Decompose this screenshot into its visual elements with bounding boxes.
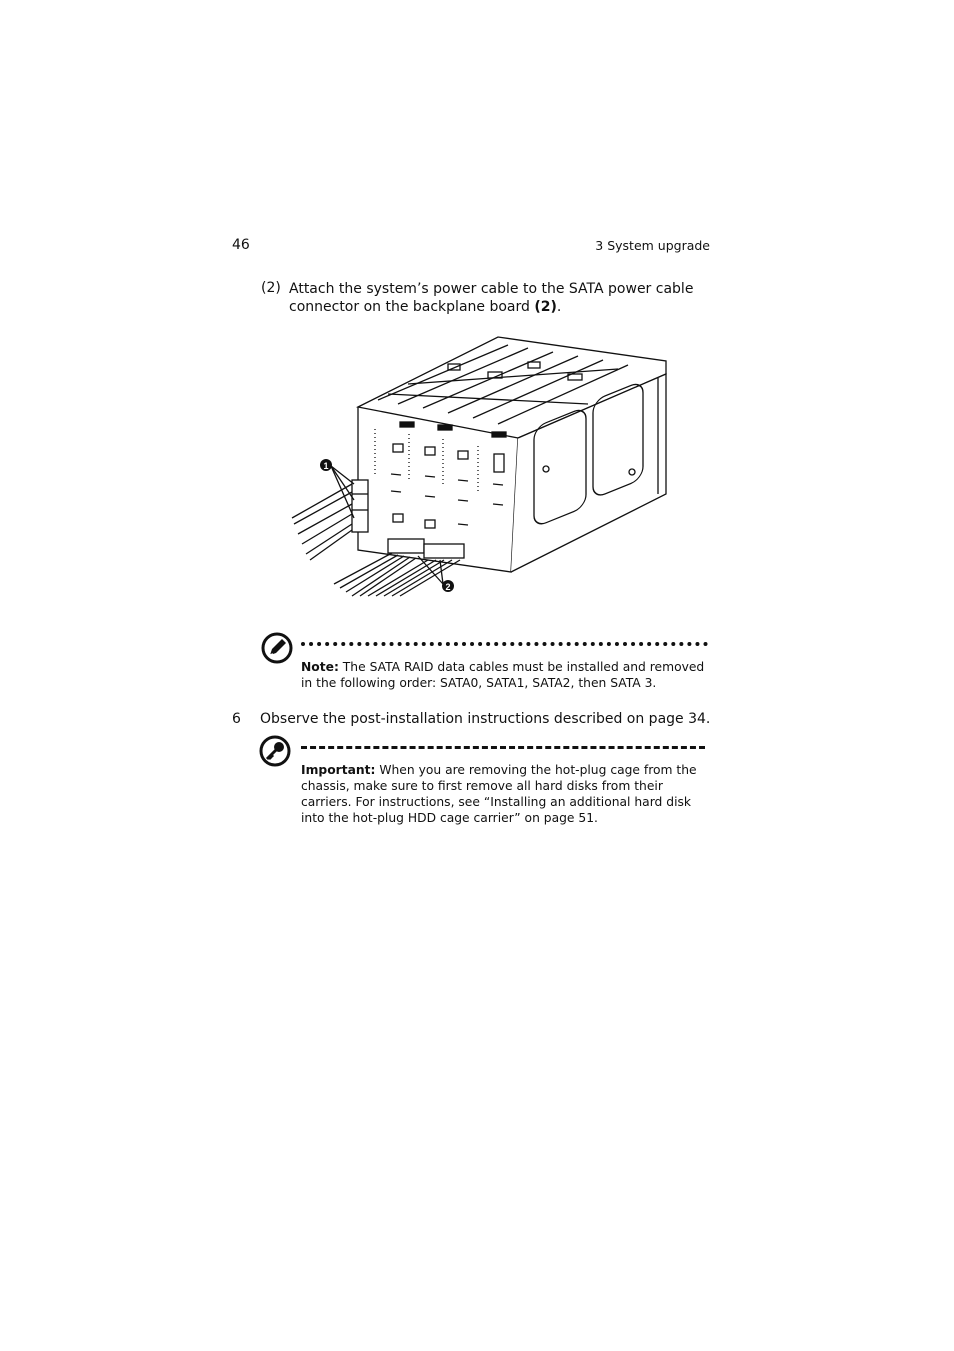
note-label: Note: xyxy=(301,660,339,674)
chapter-title: 3 System upgrade xyxy=(595,238,710,253)
important-text xyxy=(301,762,711,826)
step-marker: (2) xyxy=(261,280,281,296)
hdd-cage-figure xyxy=(288,334,670,598)
step-text xyxy=(289,280,709,316)
note-body: The SATA RAID data cables must be installed and removed in the following order: SATA0, SATA1, SATA2, then SATA 3. xyxy=(301,660,705,690)
step-text-bold: (2) xyxy=(534,299,557,315)
important-divider xyxy=(301,746,705,749)
important-key-icon xyxy=(259,735,291,767)
step-text: Observe the post-installation instructions described on page 34. xyxy=(260,711,711,727)
step-text-main: Attach the system’s power cable to the SATA power cable connector on the backplane board xyxy=(289,281,694,315)
note-pencil-icon xyxy=(261,632,293,664)
note-divider xyxy=(301,642,708,646)
important-body: When you are removing the hot-plug cage from the chassis, make sure to first remove all hard disks from their carriers. For instructions, see “Installing an additional hard disk into the hot-plug HDD cage carrier” on page 51. xyxy=(301,763,697,825)
important-label: Important: xyxy=(301,763,376,777)
step-text-end: . xyxy=(556,299,562,315)
callout-1-label: 1 xyxy=(323,461,329,471)
page-number: 46 xyxy=(232,237,250,253)
step-marker: 6 xyxy=(232,711,241,727)
note-text xyxy=(301,659,711,691)
callout-2-label: 2 xyxy=(445,582,451,592)
